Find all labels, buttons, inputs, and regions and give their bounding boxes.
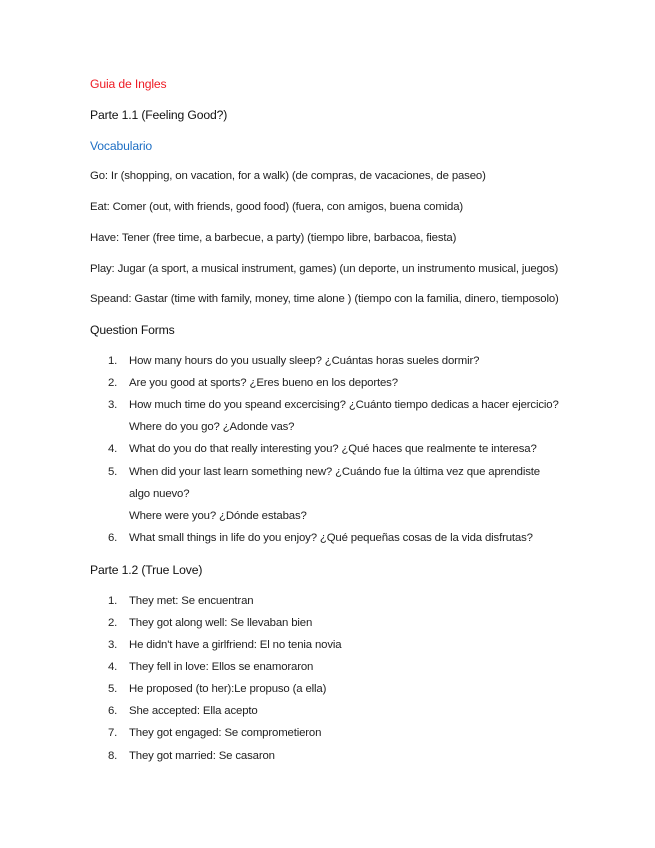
list-text: They got engaged: Se comprometieron [129, 727, 322, 739]
list-text: He didn't have a girlfriend: El no tenia novia [129, 639, 342, 651]
vocab-line: Eat: Comer (out, with friends, good food) (fuera, con amigos, buena comida) [90, 201, 464, 213]
list-text: They fell in love: Ellos se enamoraron [129, 661, 314, 673]
list-item [108, 638, 341, 652]
list-text: What small things in life do you enjoy? ¿Qué pequeñas cosas de la vida disfrutas? [129, 532, 533, 544]
list-item [108, 704, 258, 718]
list-continuation: algo nuevo? [129, 488, 190, 500]
list-item [108, 616, 312, 630]
list-item [108, 442, 537, 456]
list-text: How much time do you speand excercising? ¿Cuánto tiempo dedicas a hacer ejercicio? [129, 399, 559, 411]
vocab-line: Speand: Gastar (time with family, money, time alone ) (tiempo con la familia, dinero, tiemposolo) [90, 293, 559, 305]
list-text: She accepted: Ella acepto [129, 705, 258, 717]
list-number: 3. [108, 639, 118, 651]
list-text: They got married: Se casaron [129, 750, 275, 762]
list-number: 6. [108, 532, 118, 544]
list-number: 5. [108, 466, 118, 478]
list-number: 7. [108, 727, 118, 739]
list-text: When did your last learn something new? ¿Cuándo fue la última vez que aprendiste [129, 466, 540, 478]
list-number: 3. [108, 399, 118, 411]
list-number: 4. [108, 661, 118, 673]
list-item [108, 354, 479, 368]
list-text: He proposed (to her):Le propuso (a ella) [129, 683, 327, 695]
vocab-line: Have: Tener (free time, a barbecue, a party) (tiempo libre, barbacoa, fiesta) [90, 232, 457, 244]
list-item [108, 531, 533, 545]
list-item [108, 749, 275, 763]
list-item [108, 465, 540, 479]
vocab-heading: Vocabulario [90, 139, 153, 153]
list-number: 8. [108, 750, 118, 762]
list-item [108, 398, 559, 412]
list-text: Are you good at sports? ¿Eres bueno en los deportes? [129, 377, 398, 389]
part1-heading: Parte 1.1 (Feeling Good?) [90, 108, 228, 122]
list-item [108, 726, 321, 740]
part2-heading: Parte 1.2 (True Love) [90, 563, 203, 577]
list-item [108, 682, 326, 696]
list-number: 2. [108, 617, 118, 629]
list-continuation: Where do you go? ¿Adonde vas? [129, 421, 295, 433]
vocab-line: Play: Jugar (a sport, a musical instrument, games) (un deporte, un instrumento musical, juegos) [90, 263, 559, 275]
list-item [108, 594, 253, 608]
list-number: 1. [108, 355, 118, 367]
list-text: What do you do that really interesting you? ¿Qué haces que realmente te interesa? [129, 443, 537, 455]
question-forms-heading: Question Forms [90, 323, 175, 337]
list-number: 2. [108, 377, 118, 389]
list-continuation: Where were you? ¿Dónde estabas? [129, 510, 307, 522]
vocab-line: Go: Ir (shopping, on vacation, for a walk) (de compras, de vacaciones, de paseo) [90, 170, 486, 182]
list-text: They met: Se encuentran [129, 595, 254, 607]
list-number: 5. [108, 683, 118, 695]
list-number: 4. [108, 443, 118, 455]
list-item [108, 660, 313, 674]
list-text: They got along well: Se llevaban bien [129, 617, 313, 629]
list-number: 6. [108, 705, 118, 717]
document-title: Guia de Ingles [90, 77, 167, 91]
list-number: 1. [108, 595, 118, 607]
list-text: How many hours do you usually sleep? ¿Cuántas horas sueles dormir? [129, 355, 480, 367]
list-item [108, 376, 398, 390]
